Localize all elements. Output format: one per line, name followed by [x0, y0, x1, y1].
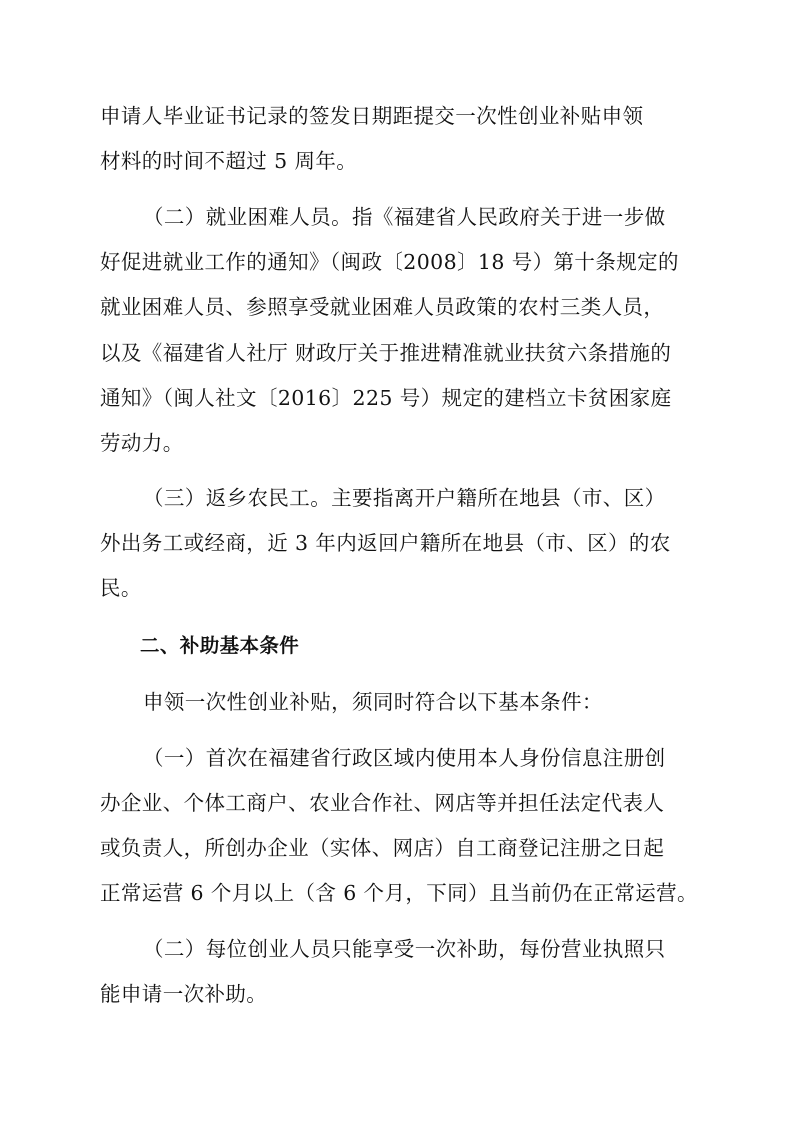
text-line: 申领一次性创业补贴，须同时符合以下基本条件：	[143, 690, 603, 714]
text-line: 以及《福建省人社厅 财政厅关于推进精准就业扶贫六条措施的	[100, 341, 672, 365]
text-line: 民。	[100, 576, 142, 600]
text-line: 或负责人，所创办企业（实体、网店）自工商登记注册之日起	[100, 836, 665, 860]
text-line: 能申请一次补助。	[100, 982, 268, 1006]
text-line: 材料的时间不超过 5 周年。	[100, 149, 358, 173]
text-line: 外出务工或经商，近 3 年内返回户籍所在地县（市、区）的农	[100, 531, 671, 555]
text-line: 办企业、个体工商户、农业合作社、网店等并担任法定代表人	[100, 791, 665, 815]
text-line: （二）每位创业人员只能享受一次补助，每份营业执照只	[143, 937, 666, 961]
text-line: （三）返乡农民工。主要指离开户籍所在地县（市、区）	[143, 486, 666, 510]
text-line: 申请人毕业证书记录的签发日期距提交一次性创业补贴申领	[100, 104, 644, 128]
text-line: （一）首次在福建省行政区域内使用本人身份信息注册创	[143, 746, 666, 770]
text-line: 好促进就业工作的通知》（闽政〔2008〕18 号）第十条规定的	[100, 250, 679, 274]
text-line: （二）就业困难人员。指《福建省人民政府关于进一步做	[143, 205, 666, 229]
text-line: 通知》（闽人社文〔2016〕225 号）规定的建档立卡贫困家庭	[100, 386, 672, 410]
text-line: 劳动力。	[100, 431, 184, 455]
text-line: 就业困难人员、参照享受就业困难人员政策的农村三类人员，	[100, 295, 665, 319]
text-line: 正常运营 6 个月以上（含 6 个月，下同）且当前仍在正常运营。	[100, 881, 698, 905]
section-heading: 二、补助基本条件	[140, 634, 300, 657]
